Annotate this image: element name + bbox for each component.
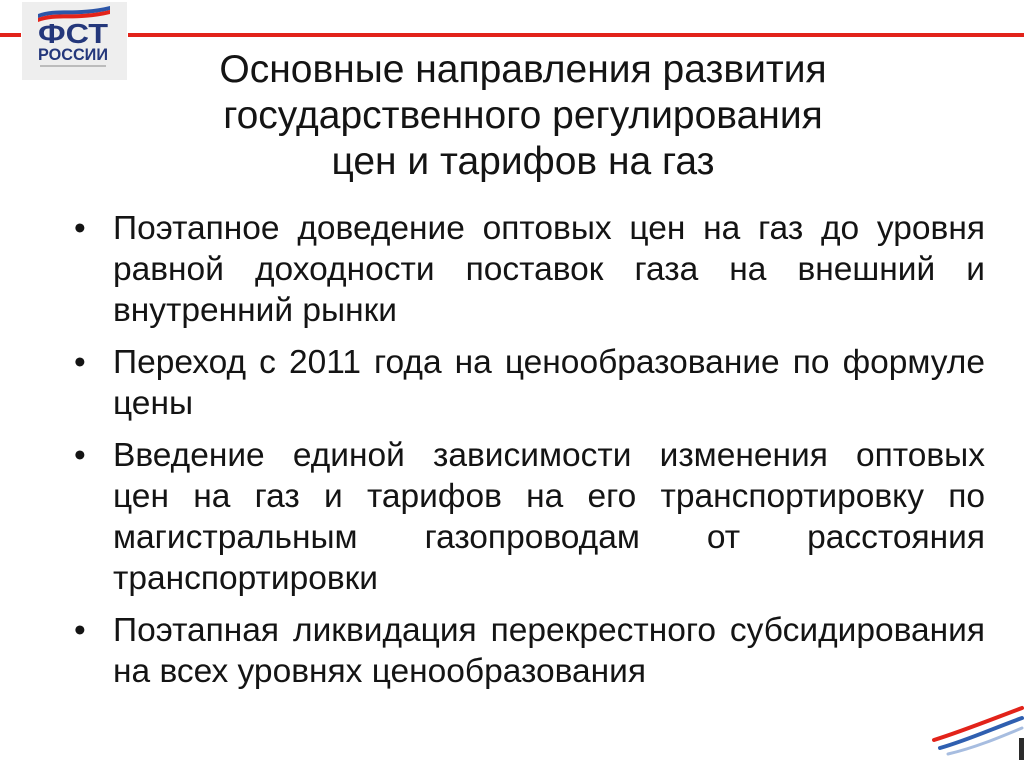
bullet-text-line: равной доходности поставок газа на внешний и [113,251,985,288]
bullet-text-line: на всех уровнях ценообразования [113,653,646,690]
title-line: государственного регулирования [223,94,823,137]
logo-fine-print [40,65,106,67]
title-line: цен и тарифов на газ [331,140,715,183]
bullet-list [74,208,985,692]
bullet-marker: • [74,437,86,474]
bullet-text-line: цен на газ и тарифов на его транспортировку по [113,478,985,515]
bullet-marker: • [74,612,86,649]
bullet-item [74,610,985,692]
header-rule-right [128,33,1024,37]
corner-swoosh-decoration [930,698,1024,756]
bullet-marker: • [74,344,86,381]
bullet-text-line: транспортировки [113,560,379,597]
title-line: Основные направления развития [219,48,827,91]
header-rule-left [0,33,21,37]
slide-title [200,47,846,185]
bullet-text-line: Введение единой зависимости изменения оптовых [113,437,985,474]
page-number-fragment [1019,738,1024,760]
bullet-text-line: Переход с 2011 года на ценообразование по формуле [113,344,985,381]
bullet-item [74,435,985,599]
bullet-text-line: цены [113,385,194,422]
bullet-marker: • [74,210,86,247]
bullet-text-line: Поэтапное доведение оптовых цен на газ до уровня [113,210,985,247]
logo-country: РОССИИ [38,45,108,64]
bullet-item [74,208,985,331]
logo-abbreviation: ФСТ [38,18,108,49]
bullet-text-line: магистральным газопроводам от расстояния [113,519,985,556]
fst-logo [22,2,127,80]
bullet-text-line: внутренний рынки [113,292,397,329]
bullet-text-line: Поэтапная ликвидация перекрестного субсидирования [113,612,985,649]
bullet-item [74,342,985,424]
